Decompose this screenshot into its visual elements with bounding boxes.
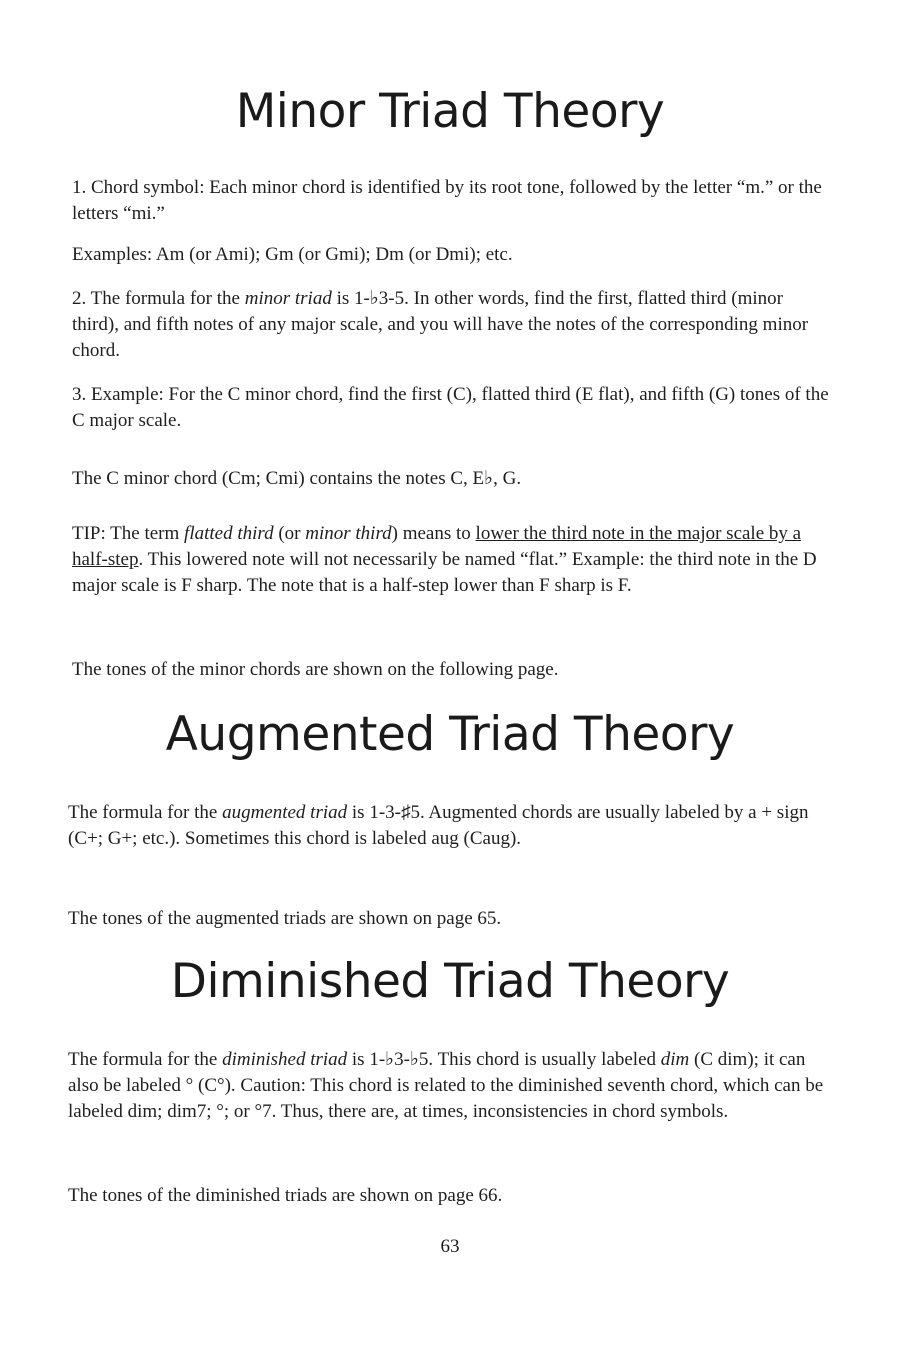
diminished-triad-heading: Diminished Triad Theory xyxy=(170,954,730,1009)
c-minor-notes-paragraph: The C minor chord (Cm; Cmi) contains the notes C, E♭, G. xyxy=(72,468,522,489)
underlined-definition: lower the third note in the major scale by a half-step xyxy=(72,523,802,570)
augmented-tones-reference: The tones of the augmented triads are shown on page 65. xyxy=(68,908,502,929)
augmented-triad-heading: Augmented Triad Theory xyxy=(165,707,735,762)
augmented-formula-paragraph: The formula for the augmented triad is 1-3-♯5. Augmented chords are usually labeled by a + sign (C+; G+; etc.). Sometimes this chord is labeled aug (Caug). xyxy=(68,802,809,849)
page-number: 63 xyxy=(440,1236,460,1257)
minor-formula-paragraph: 2. The formula for the minor triad is 1-♭3-5. In other words, find the first, flatted third (minor third), and fifth notes of any major scale, and you will have the notes of the corresponding minor chord. xyxy=(72,288,809,361)
minor-chord-symbol-paragraph: 1. Chord symbol: Each minor chord is identified by its root tone, followed by the letter “m.” or the letters “mi.” xyxy=(72,177,822,224)
tip-paragraph: TIP: The term flatted third (or minor third) means to lower the third note in the major scale by a half-step. This lowered note will not necessarily be named “flat.” Example: the third note in the D major scale is F sharp. The note that is a half-step lower than F sharp is F. xyxy=(72,523,817,596)
minor-tones-reference: The tones of the minor chords are shown on the following page. xyxy=(72,659,559,680)
minor-examples-paragraph: Examples: Am (or Ami); Gm (or Gmi); Dm (or Dmi); etc. xyxy=(72,244,513,265)
diminished-tones-reference: The tones of the diminished triads are shown on page 66. xyxy=(68,1185,503,1206)
minor-triad-heading: Minor Triad Theory xyxy=(235,84,665,139)
minor-example-paragraph: 3. Example: For the C minor chord, find the first (C), flatted third (E flat), and fifth (G) tones of the C major scale. xyxy=(72,384,829,431)
diminished-formula-paragraph: The formula for the diminished triad is 1-♭3-♭5. This chord is usually labeled dim (C dim); it can also be labeled ° (C°). Caution: This chord is related to the diminished seventh chord, which can be labeled dim; dim7; °; or °7. Thus, there are, at times, inconsistencies in chord symbols. xyxy=(68,1049,824,1122)
